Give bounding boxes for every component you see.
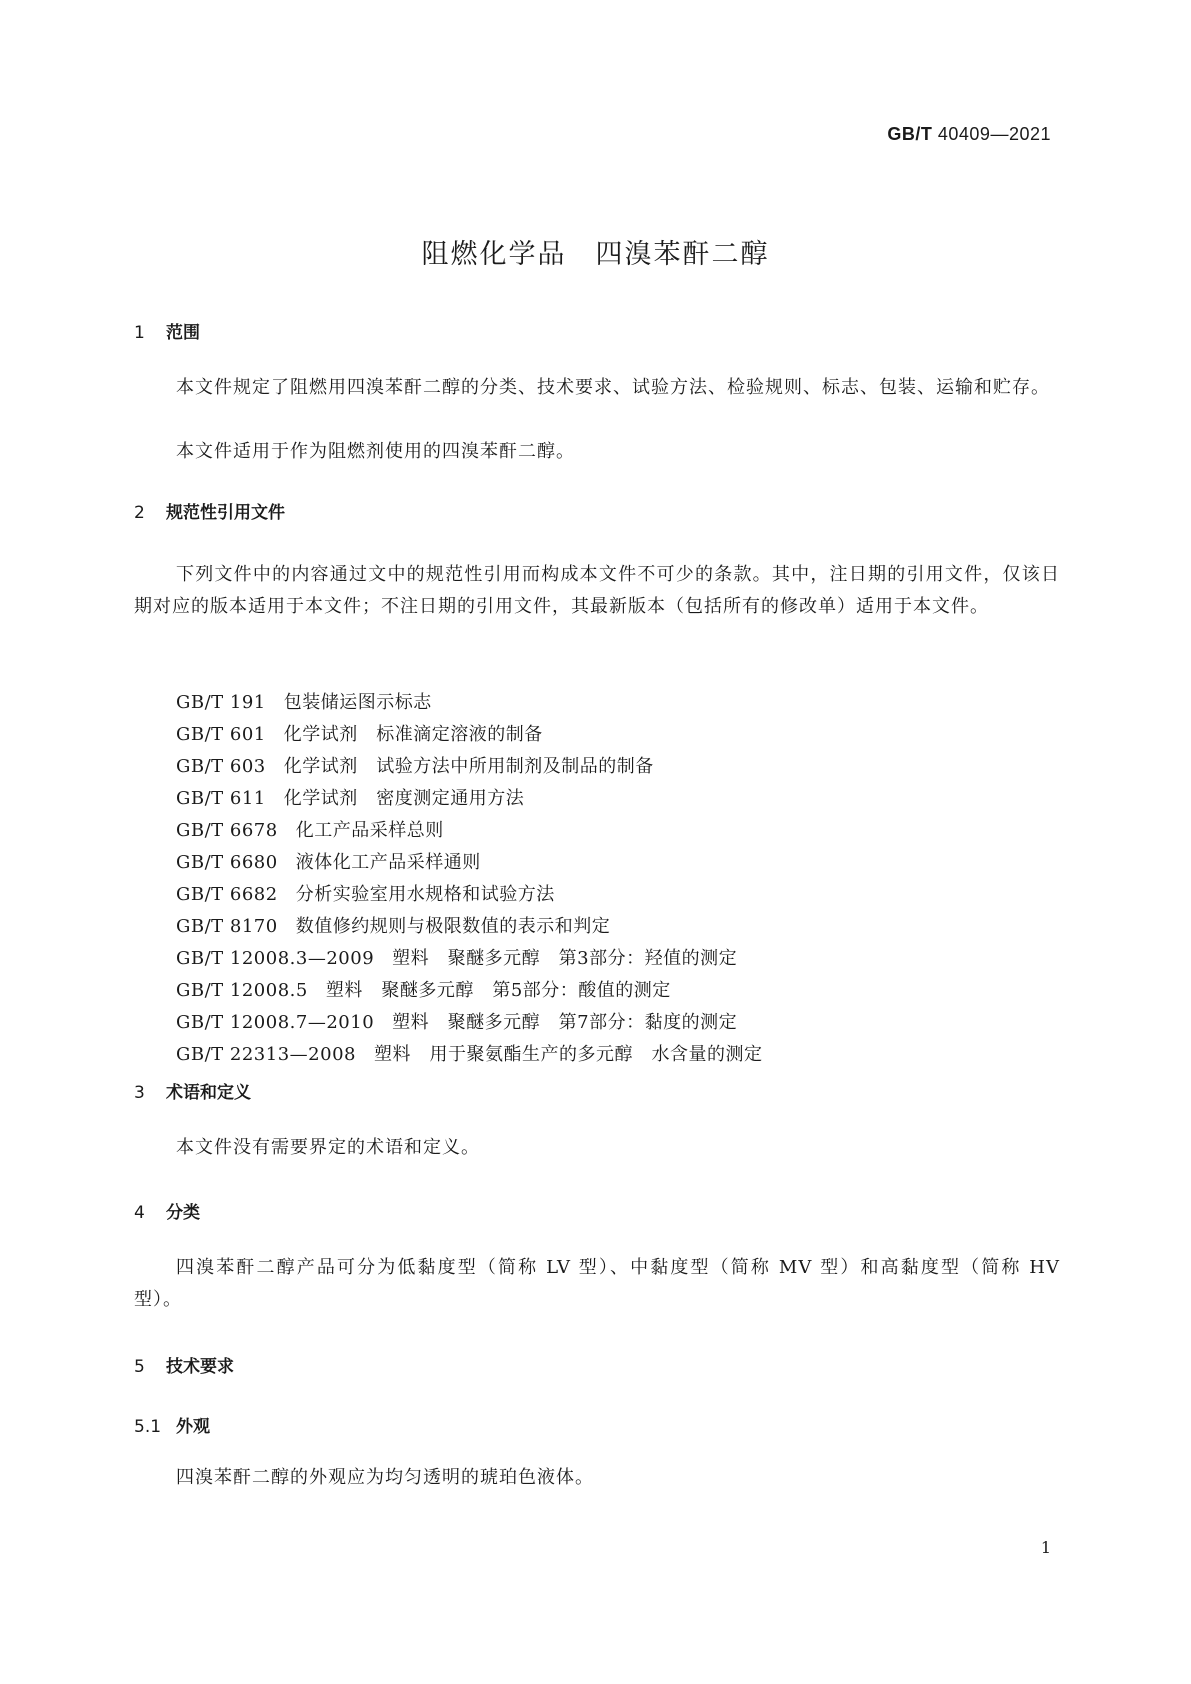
reference-name: 化工产品采样总则: [295, 820, 444, 841]
reference-code: GB/T 12008.7—2010: [176, 1012, 375, 1033]
section-title: 范围: [166, 323, 200, 343]
reference-name: 化学试剂 标准滴定溶液的制备: [283, 724, 543, 745]
section-heading-4: [134, 1198, 200, 1223]
reference-item: [176, 879, 762, 911]
page-number: 1: [1040, 1538, 1051, 1557]
reference-code: GB/T 22313—2008: [176, 1044, 356, 1065]
paragraph: 四溴苯酐二醇产品可分为低黏度型（简称 LV 型）、中黏度型（简称 MV 型）和高黏度型（简称 HV 型）。: [134, 1257, 1060, 1310]
reference-code: GB/T 8170: [176, 916, 278, 937]
section-number: 3: [134, 1083, 145, 1103]
subsection-heading-5-1: [134, 1412, 210, 1437]
paragraph: 下列文件中的内容通过文中的规范性引用而构成本文件不可少的条款。其中，注日期的引用文件，仅该日期对应的版本适用于本文件；不注日期的引用文件，其最新版本（包括所有的修改单）适用于本文件。: [134, 564, 1060, 617]
reference-item: [176, 943, 762, 975]
section-number: 2: [134, 503, 145, 523]
reference-name: 化学试剂 密度测定通用方法: [283, 788, 525, 809]
standard-number: 40409—2021: [937, 124, 1051, 144]
section-title: 规范性引用文件: [166, 503, 285, 523]
section-heading-3: [134, 1078, 251, 1103]
reference-name: 分析实验室用水规格和试验方法: [295, 884, 555, 905]
standard-code: [887, 124, 1051, 145]
reference-name: 塑料 用于聚氨酯生产的多元醇 水含量的测定: [373, 1044, 763, 1065]
section-number: 4: [134, 1203, 145, 1223]
reference-item: [176, 719, 762, 751]
reference-item: [176, 687, 762, 719]
section-heading-1: [134, 318, 200, 343]
section-title: 外观: [176, 1417, 210, 1437]
reference-item: [176, 751, 762, 783]
reference-name: 液体化工产品采样通则: [295, 852, 481, 873]
reference-code: GB/T 6680: [176, 852, 278, 873]
standard-prefix: GB/T: [887, 124, 933, 144]
reference-code: GB/T 601: [176, 724, 266, 745]
reference-item: [176, 815, 762, 847]
reference-name: 塑料 聚醚多元醇 第3部分：羟值的测定: [392, 948, 738, 969]
section-heading-2: [134, 498, 285, 523]
reference-code: GB/T 6682: [176, 884, 278, 905]
paragraph: 本文件适用于作为阻燃剂使用的四溴苯酐二醇。: [176, 441, 575, 462]
reference-item: [176, 847, 762, 879]
paragraph: 本文件规定了阻燃用四溴苯酐二醇的分类、技术要求、试验方法、检验规则、标志、包装、运输和贮存。: [176, 377, 1050, 398]
reference-item: [176, 1039, 762, 1071]
section-title: 技术要求: [166, 1357, 234, 1377]
reference-item: [176, 975, 762, 1007]
reference-code: GB/T 12008.5: [176, 980, 308, 1001]
reference-name: 塑料 聚醚多元醇 第5部分：酸值的测定: [325, 980, 671, 1001]
document-title: 阻燃化学品 四溴苯酐二醇: [421, 239, 770, 270]
section-title: 分类: [166, 1203, 200, 1223]
section-number: 5: [134, 1357, 145, 1377]
reference-name: 化学试剂 试验方法中所用制剂及制品的制备: [283, 756, 654, 777]
reference-code: GB/T 6678: [176, 820, 278, 841]
reference-name: 包装储运图示标志: [283, 692, 432, 713]
section-title: 术语和定义: [166, 1083, 251, 1103]
reference-item: [176, 783, 762, 815]
reference-item: [176, 1007, 762, 1039]
paragraph: 本文件没有需要界定的术语和定义。: [176, 1137, 480, 1158]
section-heading-5: [134, 1352, 234, 1377]
section-number: 1: [134, 323, 145, 343]
reference-name: 数值修约规则与极限数值的表示和判定: [295, 916, 611, 937]
reference-code: GB/T 603: [176, 756, 266, 777]
reference-code: GB/T 191: [176, 692, 266, 713]
reference-code: GB/T 611: [176, 788, 266, 809]
reference-list: [176, 687, 762, 1071]
reference-name: 塑料 聚醚多元醇 第7部分：黏度的测定: [392, 1012, 738, 1033]
reference-item: [176, 911, 762, 943]
section-number: 5.1: [134, 1417, 162, 1437]
reference-code: GB/T 12008.3—2009: [176, 948, 375, 969]
paragraph: 四溴苯酐二醇的外观应为均匀透明的琥珀色液体。: [176, 1467, 594, 1488]
